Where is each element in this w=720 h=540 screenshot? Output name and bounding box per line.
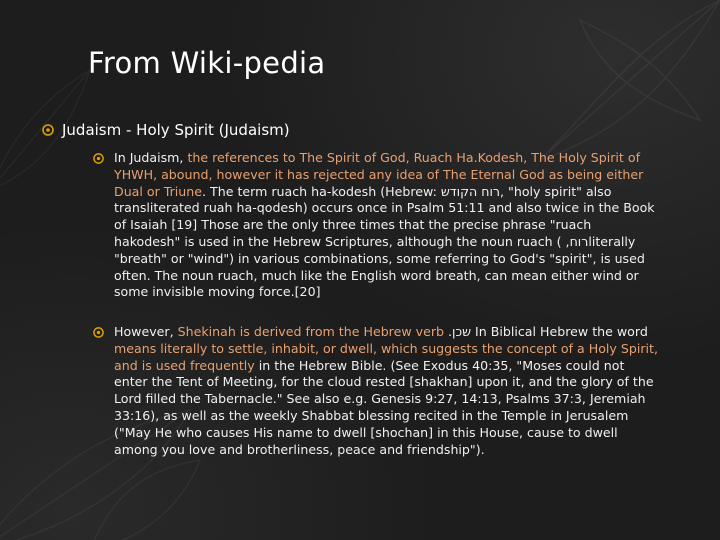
flower-bullet-icon bbox=[93, 153, 104, 164]
paragraph-2-highlight: means literally to settle, inhabit, or dwell, which suggests the concept of a Holy Spirit, and is used frequently bbox=[114, 340, 658, 373]
paragraph-2 bbox=[114, 324, 659, 458]
paragraph-1-text: . The term ruach ha-kodesh (Hebrew: רוח הקודש, "holy spirit" also transliterated ruah ha-qodesh) occurs once in Psalm 51:11 and also twice in the Book of Isaiah [19] Those are the only three times that the precise phrase "ruach hakodesh" is used in the Hebrew Scriptures, although the noun ruach ( ,רוחliterally "breath" or "wind") in various combinations, some referring to God's "spirit", is used often. The noun ruach, much like the English word breath, can mean either wind or some invisible moving force.[20] bbox=[114, 183, 655, 300]
slide-title: From Wiki-pedia bbox=[88, 46, 326, 80]
paragraph-2-text: However, bbox=[114, 324, 178, 339]
bullet-level1 bbox=[62, 121, 290, 139]
paragraph-1-highlight: the references to The Spirit of God, Ruach Ha.Kodesh, The Holy Spirit of YHWH, abound, however it has rejected any idea of The Eternal God as being either Dual or Triune bbox=[114, 150, 644, 199]
flower-bullet-icon bbox=[93, 327, 104, 338]
bullet-level1-text: Judaism - Holy Spirit (Judaism) bbox=[62, 121, 290, 139]
paragraph-1-text: In Judaism, bbox=[114, 150, 188, 165]
paragraph-1 bbox=[114, 150, 659, 301]
paragraph-2-text: .שכן In Biblical Hebrew the word bbox=[444, 324, 648, 339]
paragraph-2-text: in the Hebrew Bible. (See Exodus 40:35, "Moses could not enter the Tent of Meeting, for the cloud rested [shakhan] upon it, and the glory of the Lord filled the Tabernacle." See also e.g. Genesis 9:27, 14:13, Psalms 37:3, Jeremiah 33:16), as well as the weekly Shabbat blessing recited in the Temple in Jerusalem ("May He who causes His name to dwell [shochan] in this House, cause to dwell among you love and brotherliness, peace and friendship"). bbox=[114, 357, 654, 457]
paragraph-2-highlight: Shekinah is derived from the Hebrew verb bbox=[177, 324, 445, 339]
flower-bullet-icon bbox=[42, 124, 54, 136]
